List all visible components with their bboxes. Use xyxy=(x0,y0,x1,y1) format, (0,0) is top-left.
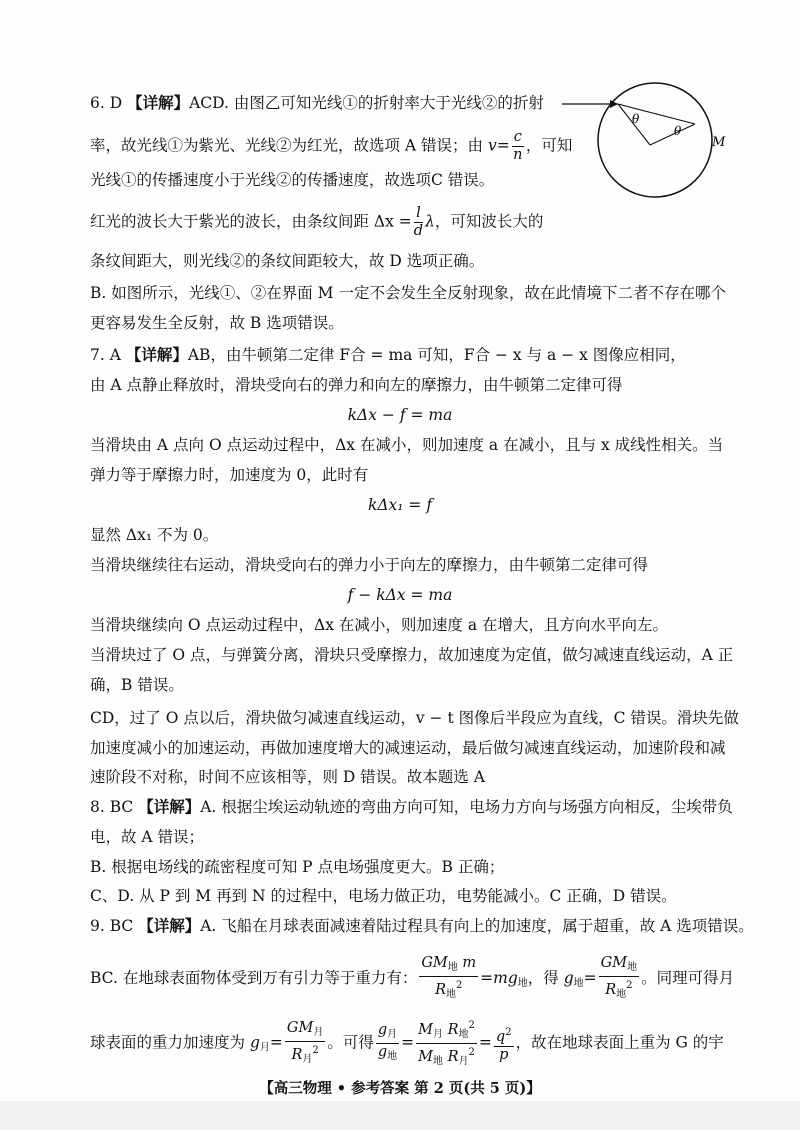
q9-line2-text: BC. 在地球表面物体受到万有引力等于重力有： xyxy=(90,969,418,987)
q7-line9: 确，B 错误。 xyxy=(90,676,184,694)
q9-line2: BC. 在地球表面物体受到万有引力等于重力有： $\frac{GM_地 m}{R_地^2}$ $=mg_地$，得 $g_地=$ $\frac{GM_地}{R_地^2}$ 。同理可得月 xyxy=(90,955,734,1003)
q7-line1-text: AB，由牛顿第二定律 F合 = ma 可知，F合 − x 与 a − x 图像应相同， xyxy=(187,346,686,364)
refracted-ray-2 xyxy=(650,124,695,145)
q6-d: d xyxy=(413,223,424,239)
q6-lambda: λ xyxy=(425,212,435,231)
q7-line6: 当滑块继续往右运动，滑块受向右的弹力小于向左的摩擦力，由牛顿第二定律可得 xyxy=(90,556,649,574)
q9-frac1-num: $GM_地$ m xyxy=(419,955,478,977)
q6-l-over-d xyxy=(414,205,423,240)
q7-number: 7. A xyxy=(90,346,126,364)
q6-c-over-n xyxy=(512,129,524,164)
theta-label-1: θ xyxy=(632,112,640,126)
q7-eq1: kΔx − f = ma xyxy=(347,406,453,424)
q7-line12: 速阶段不对称，时间不应该相等，则 D 错误。故本题选 A xyxy=(90,768,485,786)
q9-g-earth-fraction: $\frac{GM_地}{R_地^2}$ xyxy=(600,955,638,1000)
q7-tag: 【详解】 xyxy=(125,345,188,364)
q8-number: 8. BC xyxy=(90,798,139,816)
q7-line2: 由 A 点静止释放时，滑块受向右的弹力和向左的摩擦力，由牛顿第二定律可得 xyxy=(90,376,623,394)
q6-line4-end: ，可知波长大的 xyxy=(434,212,544,231)
q9-gravity-fraction xyxy=(419,955,478,1003)
q7-eq2: kΔx₁ = f xyxy=(367,496,433,514)
q6-line1 xyxy=(90,93,544,113)
q6-line3: 光线①的传播速度小于光线②的传播速度，故选项C 错误。 xyxy=(90,171,495,189)
sphere-circle xyxy=(598,83,712,197)
q9-tag: 【详解】 xyxy=(138,916,201,935)
q6-line2-text: 率，故光线①为紫光、光线②为红光，故选项 A 错误；由 xyxy=(90,136,488,155)
q6-line2-end: ，可知 xyxy=(525,136,573,155)
q7-line10: CD，过了 O 点以后，滑块做匀减速直线运动，v − t 图像后半段应为直线，C 错误。滑块先做 xyxy=(90,709,739,727)
q7-line5: 显然 Δx₁ 不为 0。 xyxy=(90,526,219,544)
q9-line3-end: ，故在地球表面上重为 G 的宇 xyxy=(515,1033,724,1052)
q6-v: v xyxy=(487,136,497,155)
q8-line3: B. 根据电场线的疏密程度可知 P 点电场强度更大。B 正确； xyxy=(90,858,505,876)
q8-line2: 电，故 A 错误； xyxy=(90,828,205,846)
q9-q2-over-p: $\frac{q^2}{p}$ xyxy=(494,1024,514,1064)
q6-line5: 条纹间距大，则光线②的条纹间距较大，故 D 选项正确。 xyxy=(90,252,485,270)
q8-line1 xyxy=(90,797,733,817)
q7-line1 xyxy=(90,345,686,365)
refracted-ray-1 xyxy=(618,104,695,124)
q7-line3: 当滑块由 A 点向 O 点运动过程中，Δx 在减小，则加速度 a 在减小，且与 x 成线性相关。当 xyxy=(90,436,724,454)
q9-line1 xyxy=(90,916,754,936)
q7-line7: 当滑块继续向 O 点运动过程中，Δx 在减小，则加速度 a 在增大，且方向水平向左。 xyxy=(90,616,669,634)
q6-line2 xyxy=(90,129,572,164)
q8-tag: 【详解】 xyxy=(138,797,201,816)
q6-line4-text: 红光的波长大于紫光的波长，由条纹间距 Δx = xyxy=(90,212,412,231)
q6-n: n xyxy=(513,147,523,163)
q6-line7: 更容易发生全反射，故 B 选项错误。 xyxy=(90,314,344,332)
q9-line3: 球表面的重力加速度为 $g_月=$ $\frac{GM_月}{R_月^2}$ 。可得 $\frac{g_月}{g_地}$ = $\frac{M_月 R_地^2}{M_地 R_月^2}$ = $\frac{q^2}{p}$ ，故在地球表面上重为 G 的宇 xyxy=(90,1017,724,1070)
q9-g-ratio: $\frac{g_月}{g_地}$ xyxy=(377,1022,398,1062)
q8-line4: C、D. 从 P 到 M 再到 N 的过程中，电场力做正功，电势能减小。C 正确，D 错误。 xyxy=(90,887,677,905)
refraction-diagram xyxy=(560,80,740,205)
q6-line6: B. 如图所示，光线①、②在界面 M 一定不会发生全反射现象，故在此情境下二者不存在哪个 xyxy=(90,284,726,302)
q9-g-moon-fraction: $\frac{GM_月}{R_月^2}$ xyxy=(286,1019,324,1065)
q9-line2-end: 。同理可得月 xyxy=(641,969,735,987)
q6-line4 xyxy=(90,205,543,240)
q7-line8: 当滑块过了 O 点，与弹簧分离，滑块只受摩擦力，故加速度为定值，做匀减速直线运动，A 正 xyxy=(90,646,734,664)
q7-eq3: f − kΔx = ma xyxy=(347,586,453,604)
theta-label-2: θ xyxy=(674,124,682,138)
q6-c: c xyxy=(513,129,522,145)
q9-mass-radius-ratio: $\frac{M_月 R_地^2}{M_地 R_月^2}$ xyxy=(416,1017,477,1070)
q6-number: 6. D xyxy=(90,94,128,112)
bottom-band xyxy=(0,1101,800,1130)
q6-eq: = xyxy=(496,136,510,155)
page-footer: 【高三物理 • 参考答案 第 2 页(共 5 页)】 xyxy=(259,1080,541,1097)
q9-frac1-den: $R_地^2$ xyxy=(435,980,463,1000)
q9-number: 9. BC xyxy=(90,917,139,935)
q6-line1-text: ACD. 由图乙可知光线①的折射率大于光线②的折射 xyxy=(189,94,544,112)
q7-line4: 弹力等于摩擦力时，加速度为 0，此时有 xyxy=(90,466,369,484)
m-label: M xyxy=(712,135,726,150)
q6-tag: 【详解】 xyxy=(127,93,190,112)
q6-l: l xyxy=(414,205,423,223)
q7-line11: 加速度减小的加速运动，再做加速度增大的减速运动，最后做匀减速直线运动，加速阶段和减 xyxy=(90,739,726,757)
q9-line3-text: 球表面的重力加速度为 xyxy=(90,1033,250,1052)
q8-line1-text: A. 根据尘埃运动轨迹的弯曲方向可知，电场力方向与场强方向相反，尘埃带负 xyxy=(200,798,733,816)
q9-line1-text: A. 飞船在月球表面减速着陆过程具有向上的加速度，属于超重，故 A 选项错误。 xyxy=(200,917,754,935)
